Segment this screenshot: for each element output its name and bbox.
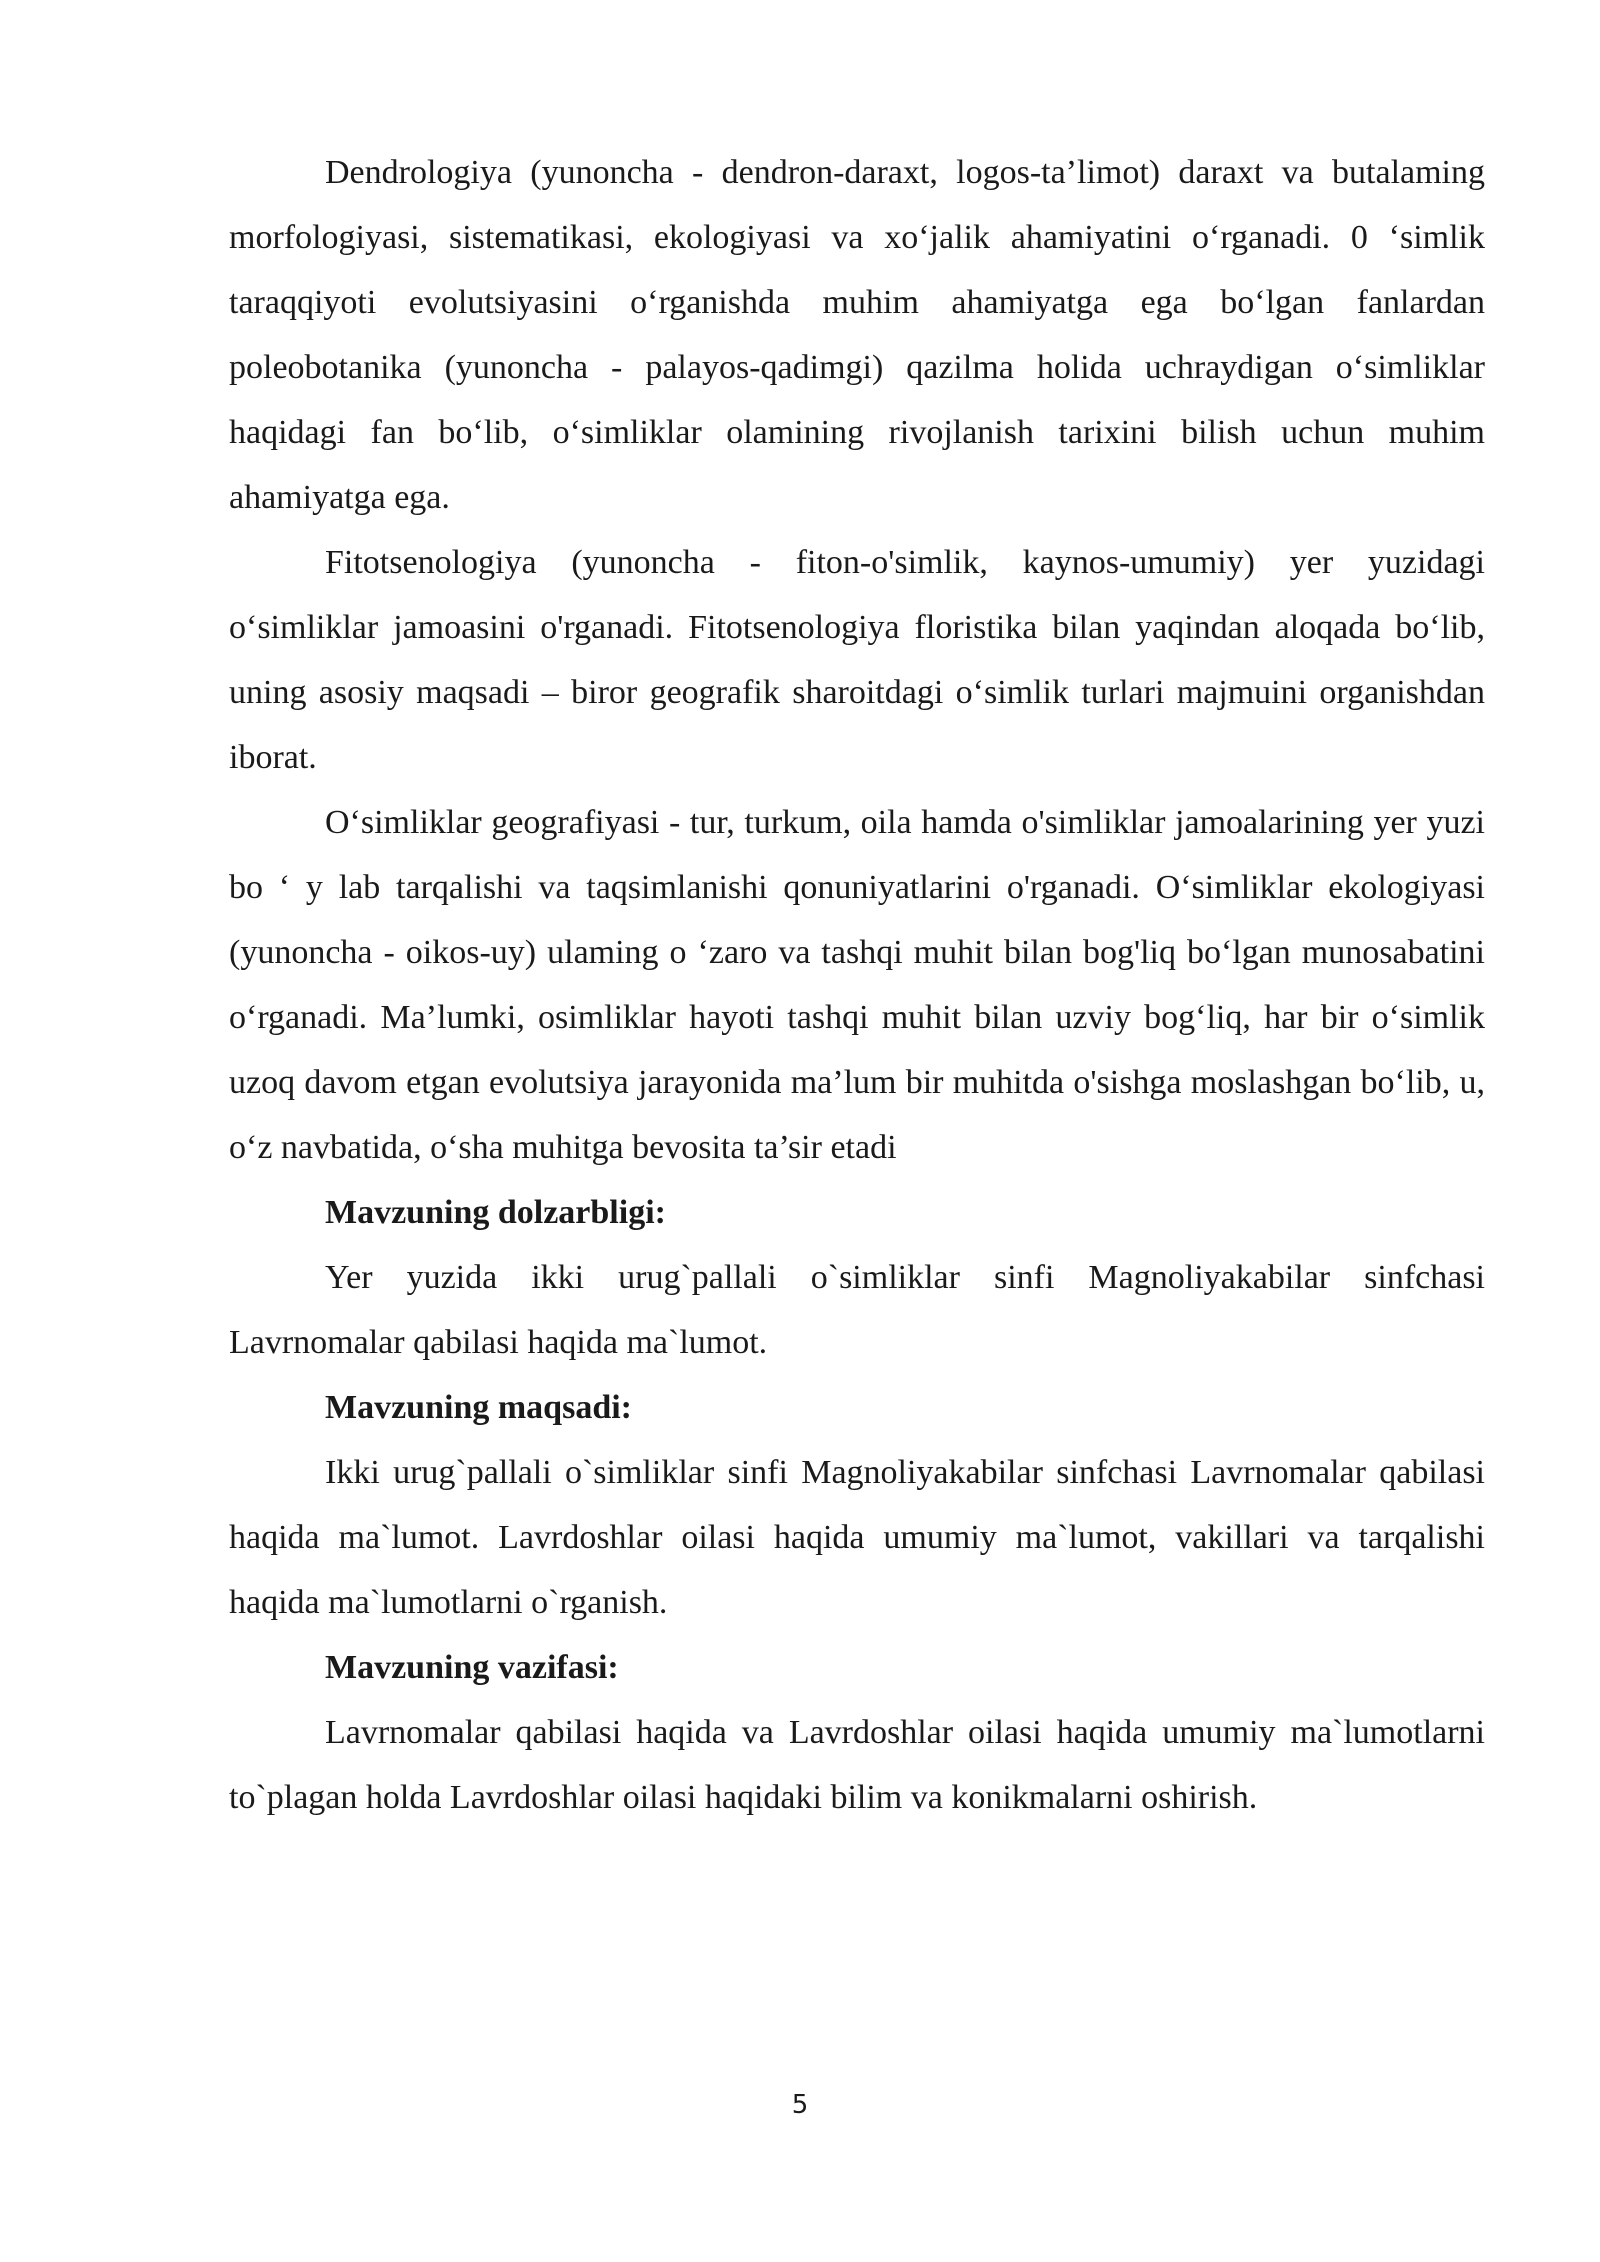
- paragraph-dendrologiya: Dendrologiya (yunoncha - dendron-daraxt, logos-ta’limot) daraxt va butalaming morfologiyasi, sistematikasi, ekologiyasi va xo‘jalik ahamiyatini o‘rganadi. 0 ‘simlik taraqqiyoti evolutsiyasini o‘rganishda muhim ahamiyatga ega bo‘lgan fanlardan poleobotanika (yunoncha - palayos-qadimgi) qazilma holida uchraydigan o‘simliklar haqidagi fan bo‘lib, o‘simliklar olamining rivojlanish tarixini bilish uchun muhim ahamiyatga ega.: [229, 154, 1485, 516]
- document-body: [229, 140, 1485, 1830]
- paragraph-tasks: Lavrnomalar qabilasi haqida va Lavrdoshlar oilasi haqida umumiy ma`lumotlarni to`plagan holda Lavrdoshlar oilasi haqidaki bilim va konikmalarni oshirish.: [229, 1714, 1485, 1816]
- heading-tasks: Mavzuning vazifasi:: [325, 1649, 619, 1686]
- paragraph-goal: Ikki urug`pallali o`simliklar sinfi Magnoliyakabilar sinfchasi Lavrnomalar qabilasi haqida ma`lumot. Lavrdoshlar oilasi haqida umumiy ma`lumot, vakillari va tarqalishi haqida ma`lumotlarni o`rganish.: [229, 1454, 1485, 1621]
- paragraph-geografiyasi: O‘simliklar geografiyasi - tur, turkum, oila hamda o'simliklar jamoalarining yer yuzi bo ‘ y lab tarqalishi va taqsimlanishi qonuniyatlarini o'rganadi. O‘simliklar ekologiyasi (yunoncha - oikos-uy) ulaming o ‘zaro va tashqi muhit bilan bog'liq bo‘lgan munosabatini o‘rganadi. Ma’lumki, osimliklar hayoti tashqi muhit bilan uzviy bog‘liq, har bir o‘simlik uzoq davom etgan evolutsiya jarayonida ma’lum bir muhitda o'sishga moslashgan bo‘lib, u, o‘z navbatida, o‘sha muhitga bevosita ta’sir etadi: [229, 804, 1485, 1166]
- page-number: 5: [791, 2090, 809, 2120]
- paragraph-relevance: Yer yuzida ikki urug`pallali o`simliklar sinfi Magnoliyakabilar sinfchasi Lavrnomalar qabilasi haqida ma`lumot.: [229, 1259, 1485, 1361]
- heading-relevance: Mavzuning dolzarbligi:: [325, 1194, 666, 1231]
- heading-goal: Mavzuning maqsadi:: [325, 1389, 632, 1426]
- paragraph-fitotsenologiya: Fitotsenologiya (yunoncha - fiton-o'simlik, kaynos-umumiy) yer yuzidagi o‘simliklar jamoasini o'rganadi. Fitotsenologiya floristika bilan yaqindan aloqada bo‘lib, uning asosiy maqsadi – biror geografik sharoitdagi o‘simlik turlari majmuini organishdan iborat.: [229, 544, 1485, 776]
